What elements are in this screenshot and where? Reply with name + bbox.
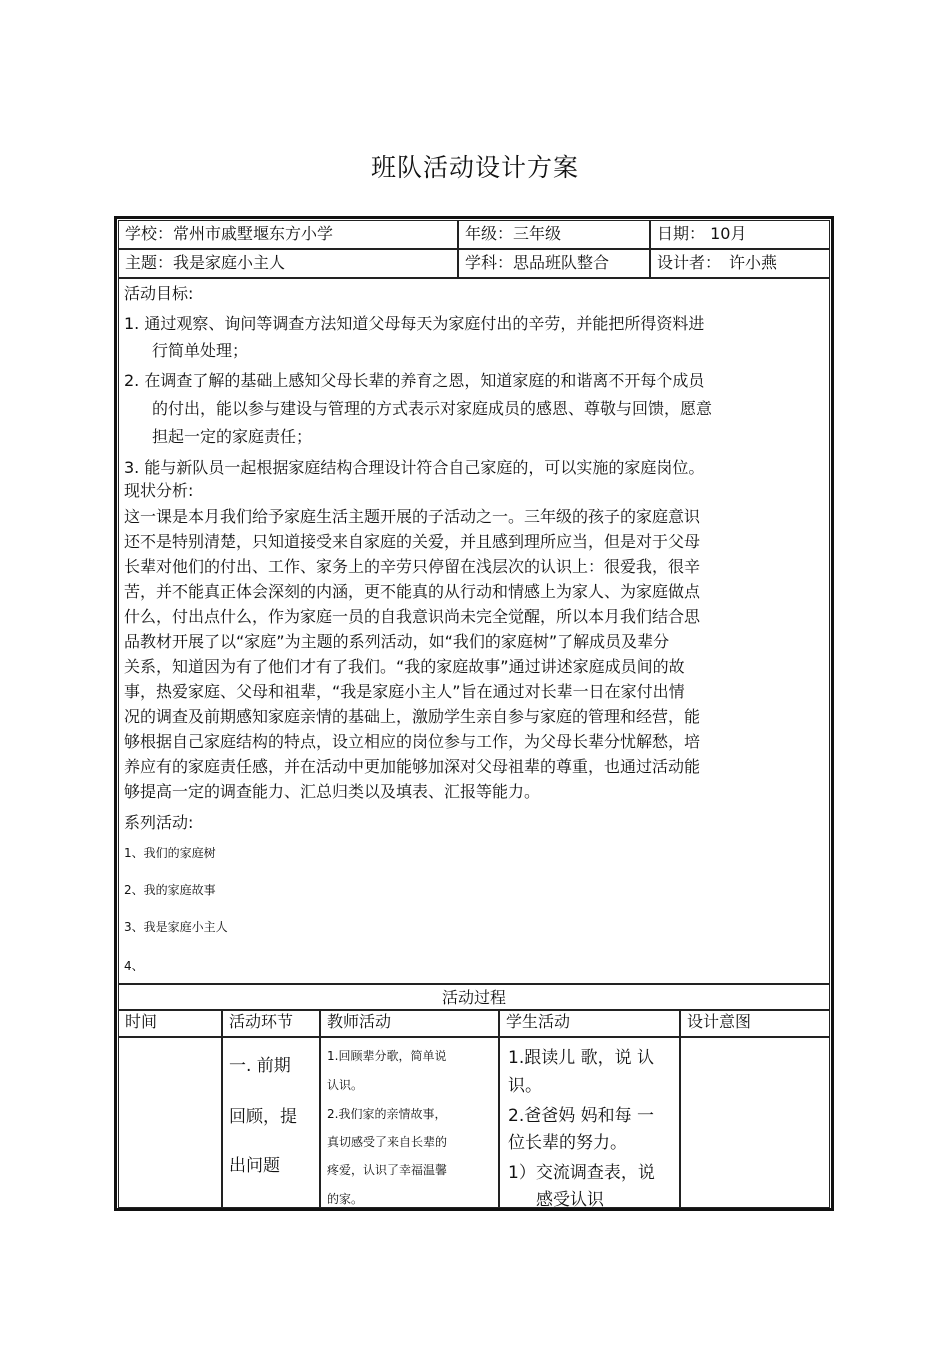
teacher-line: 真切感受了来自长辈的 [327,1135,448,1149]
goal-line: 的付出，能以参与建设与管理的方式表示对家庭成员的感恩、尊敬与回馈，愿意 [152,399,713,418]
process-title: 活动过程 [118,984,830,1010]
analysis-line: 关系，知道因为有了他们才有了我们。“我的家庭故事”通过讲述家庭成员间的故 [124,657,685,676]
analysis-line: 什么，付出点什么，作为家庭一员的自我意识尚未完全觉醒，所以本月我们结合思 [124,607,701,626]
goal-line: 行简单处理； [152,341,249,360]
designer-cell: 设计者： 许小燕 [650,249,830,278]
row1-teacher [320,1037,499,1208]
col-intent: 设计意图 [680,1010,830,1037]
goal-line: 担起一定的家庭责任； [152,427,313,446]
row1-stage [222,1037,320,1208]
series-item: 1、我们的家庭树 [124,846,216,860]
date-cell: 日期： 10月 [650,220,830,249]
teacher-line: 疼爱，认识了幸福温馨 [327,1163,448,1177]
student-line: 识。 [508,1076,542,1096]
student-line: 1.跟读儿 歌，说 认 [508,1048,655,1068]
analysis-line: 长辈对他们的付出、工作、家务上的辛劳只停留在浅层次的认识上：很爱我，很辛 [124,557,701,576]
stage-line: 一. 前期 [229,1056,291,1076]
series-item: 2、我的家庭故事 [124,883,216,897]
col-student: 学生活动 [499,1010,680,1037]
row1-student [499,1037,680,1208]
teacher-line: 的家。 [327,1192,364,1206]
stage-line: 出问题 [229,1156,280,1176]
teacher-line: 1.回顾辈分歌，简单说 [327,1049,447,1063]
teacher-line: 2.我们家的亲情故事， [327,1107,447,1121]
analysis-line: 够提高一定的调查能力、汇总归类以及填表、汇报等能力。 [124,782,541,801]
analysis-line: 品教材开展了以“家庭”为主题的系列活动，如“我们的家庭树”了解成员及辈分 [124,632,670,651]
col-stage: 活动环节 [222,1010,320,1037]
theme-cell: 主题：我是家庭小主人 [118,249,458,278]
student-line: 2.爸爸妈 妈和每 一 [508,1106,655,1126]
row1-time [118,1037,222,1208]
analysis-line: 还不是特别清楚，只知道接受来自家庭的关爱，并且感到理所应当，但是对于父母 [124,532,701,551]
analysis-line: 这一课是本月我们给予家庭生活主题开展的子活动之一。三年级的孩子的家庭意识 [124,507,701,526]
school-cell: 学校：常州市戚墅堰东方小学 [118,220,458,249]
series-item: 3、我是家庭小主人 [124,920,228,934]
analysis-heading: 现状分析: [124,481,194,500]
student-line: 位长辈的努力。 [508,1133,627,1153]
grade-cell: 年级：三年级 [458,220,650,249]
goal-line: 3. 能与新队员一起根据家庭结构合理设计符合自己家庭的，可以实施的家庭岗位。 [124,458,705,477]
goal-line: 1. 通过观察、询问等调查方法知道父母每天为家庭付出的辛劳，并能把所得资料进 [124,314,705,333]
student-line: 1）交流调查表，说 [508,1163,655,1183]
row1-intent [680,1037,830,1208]
goal-line: 2. 在调查了解的基础上感知父母长辈的养育之恩，知道家庭的和谐离不开每个成员 [124,371,705,390]
analysis-line: 够根据自己家庭结构的特点，设立相应的岗位参与工作，为父母长辈分忧解愁，培 [124,732,701,751]
page-title: 班队活动设计方案 [370,153,579,182]
series-item: 4、 [124,959,144,973]
teacher-line: 认识。 [327,1078,364,1092]
col-teacher: 教师活动 [320,1010,499,1037]
analysis-line: 事，热爱家庭、父母和祖辈，“我是家庭小主人”旨在通过对长辈一日在家付出情 [124,682,685,701]
series-heading: 系列活动: [124,813,194,832]
analysis-line: 养应有的家庭责任感，并在活动中更加能够加深对父母祖辈的尊重，也通过活动能 [124,757,701,776]
analysis-line: 苦，并不能真正体会深刻的内涵，更不能真的从行动和情感上为家人、为家庭做点 [124,582,701,601]
stage-line: 回顾，提 [229,1107,297,1127]
subject-cell: 学科：思品班队整合 [458,249,650,278]
col-time: 时间 [118,1010,222,1037]
goals-heading: 活动目标: [124,284,194,303]
student-line: 感受认识 [536,1190,604,1208]
analysis-line: 况的调查及前期感知家庭亲情的基础上，激励学生亲自参与家庭的管理和经营，能 [124,707,701,726]
